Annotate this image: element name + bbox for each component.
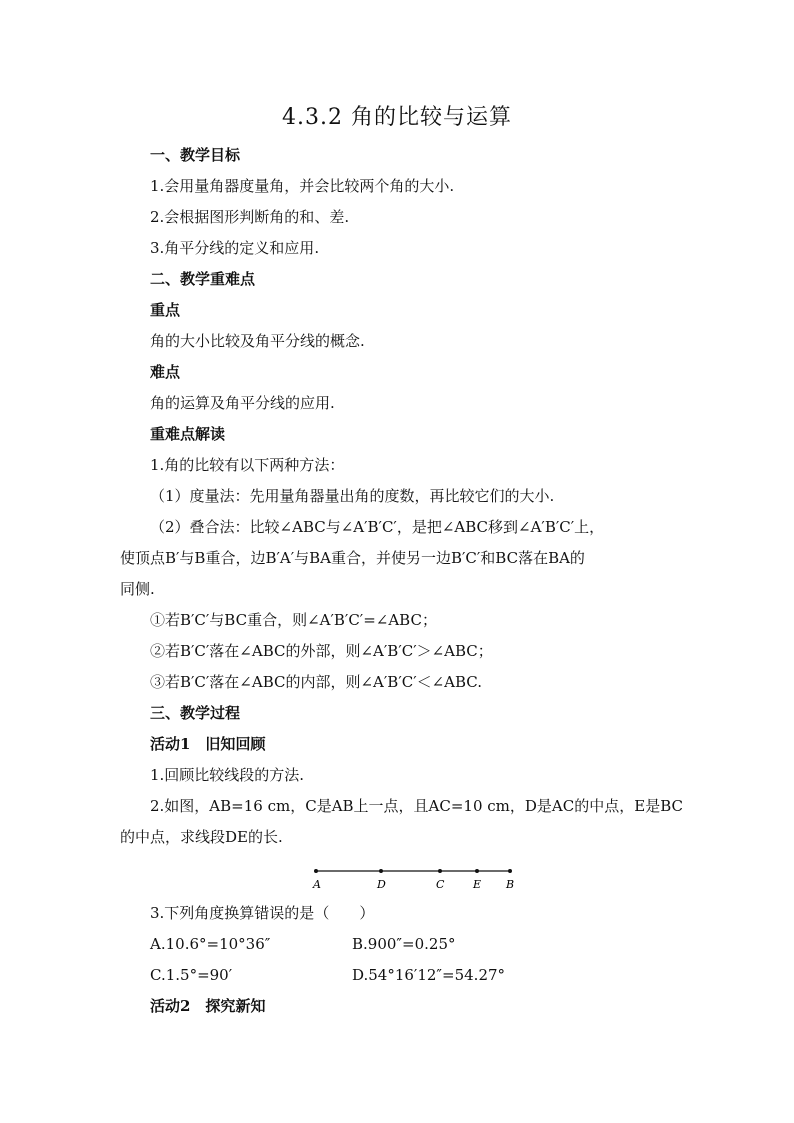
activity2-heading: 活动2 探究新知	[150, 997, 266, 1015]
difficulty-text: 角的运算及角平分线的应用.	[150, 394, 335, 412]
keypoints-heading: 二、教学重难点	[150, 270, 256, 288]
point-label-e: E	[473, 878, 482, 891]
objectives-heading: 一、教学目标	[150, 146, 241, 164]
point-label-c: C	[436, 878, 445, 891]
interp-line: （1）度量法：先用量角器量出角的度数，再比较它们的大小.	[150, 487, 555, 505]
objective-item: 2.会根据图形判断角的和、差.	[150, 208, 350, 226]
focus-text: 角的大小比较及角平分线的概念.	[150, 332, 365, 350]
option-c: C.1.5°=90′	[150, 966, 233, 984]
point-label-a: A	[313, 878, 321, 891]
option-a: A.10.6°=10°36″	[150, 935, 271, 953]
page-title: 4.3.2 角的比较与运算	[282, 105, 512, 130]
objective-item: 1.会用量角器度量角，并会比较两个角的大小.	[150, 177, 455, 195]
interp-label: 重难点解读	[150, 425, 226, 443]
point-label-d: D	[377, 878, 386, 891]
option-b: B.900″=0.25°	[352, 935, 456, 953]
activity1-line: 2.如图，AB=16 cm，C是AB上一点，且AC=10 cm，D是AC的中点，E是BC	[150, 797, 683, 815]
process-heading: 三、教学过程	[150, 704, 241, 722]
activity1-heading: 活动1 旧知回顾	[150, 735, 266, 753]
activity1-line: 1.回顾比较线段的方法.	[150, 766, 305, 784]
interp-line: 使顶点B′与B重合，边B′A′与BA重合，并使另一边B′C′和BC落在BA的	[120, 549, 585, 567]
activity1-line: 的中点，求线段DE的长.	[120, 828, 283, 846]
interp-line: 1.角的比较有以下两种方法：	[150, 456, 345, 474]
point-label-b: B	[506, 878, 515, 891]
interp-line: ②若B′C′落在∠ABC的外部，则∠A′B′C′＞∠ABC；	[150, 642, 493, 660]
option-d: D.54°16′12″=54.27°	[352, 966, 506, 984]
point-a-dot	[314, 869, 318, 873]
focus-label: 重点	[150, 301, 181, 319]
point-d-dot	[379, 869, 383, 873]
question-3: 3.下列角度换算错误的是（ ）	[150, 904, 375, 922]
difficulty-label: 难点	[150, 363, 181, 381]
point-e-dot	[475, 869, 479, 873]
objective-item: 3.角平分线的定义和应用.	[150, 239, 320, 257]
segment-diagram-svg	[300, 862, 530, 894]
interp-line: ①若B′C′与BC重合，则∠A′B′C′=∠ABC；	[150, 611, 437, 629]
interp-line: （2）叠合法：比较∠ABC与∠A′B′C′，是把∠ABC移到∠A′B′C′上，	[150, 518, 605, 536]
point-b-dot	[508, 869, 512, 873]
point-c-dot	[438, 869, 442, 873]
interp-line: ③若B′C′落在∠ABC的内部，则∠A′B′C′＜∠ABC.	[150, 673, 483, 691]
segment-diagram	[300, 862, 530, 898]
interp-line: 同侧.	[120, 580, 155, 598]
